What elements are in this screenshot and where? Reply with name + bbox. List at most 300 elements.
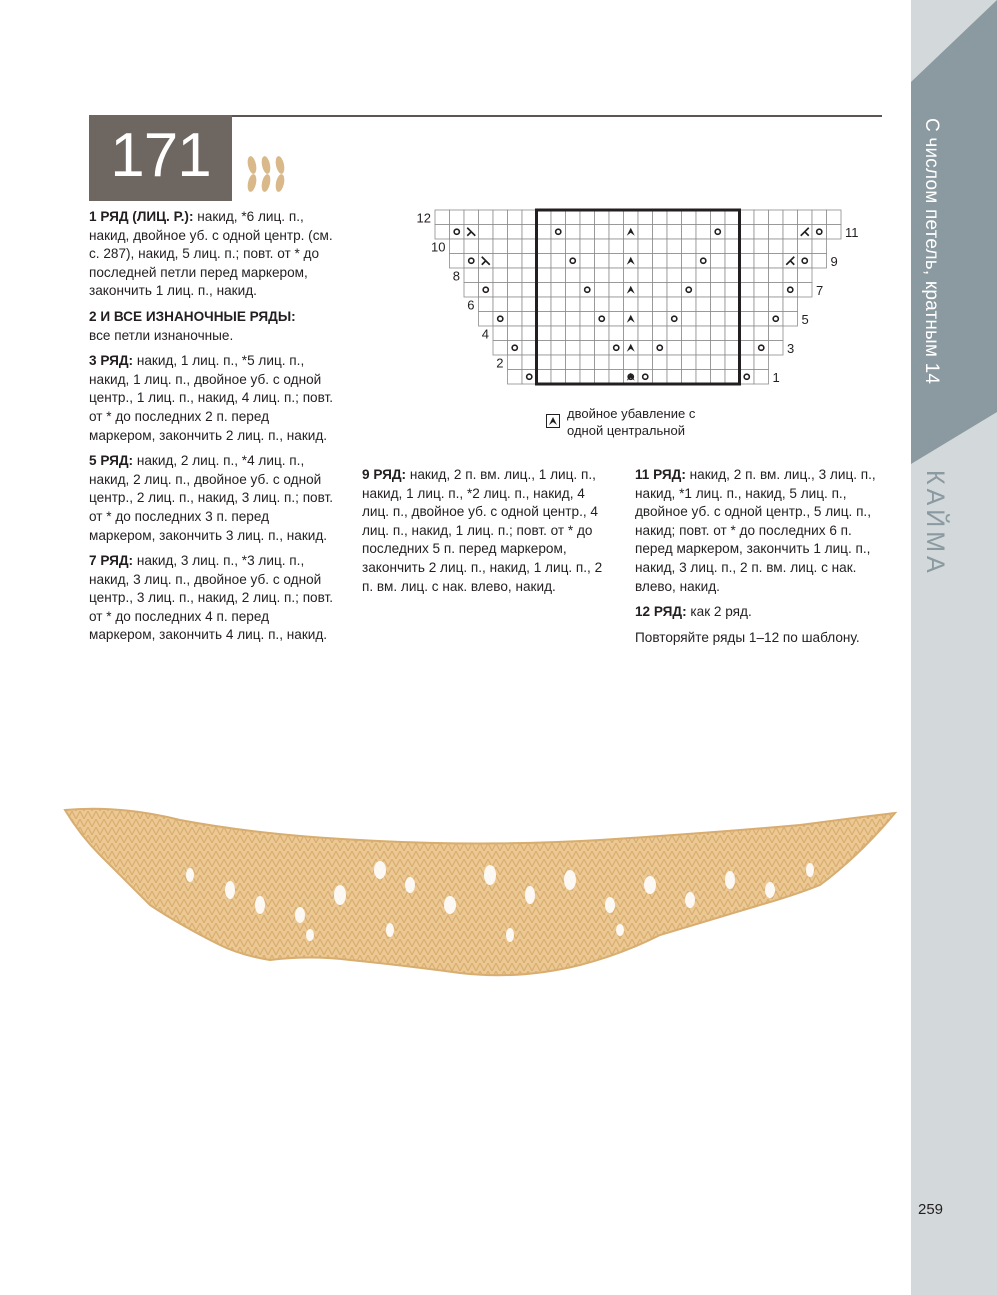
- chart-cell: [580, 297, 595, 312]
- chart-cell: [754, 312, 769, 327]
- chart-cell: [624, 355, 639, 370]
- chart-cell: [696, 283, 711, 298]
- row-number-label: 12: [416, 210, 431, 226]
- chart-cell: [769, 239, 784, 254]
- chart-cell: [508, 370, 523, 385]
- row-number-label: 10: [431, 239, 446, 255]
- row-number-label: 7: [816, 283, 824, 298]
- chart-cell: [769, 283, 784, 298]
- chart-cell: [479, 225, 494, 240]
- chart-cell: [653, 326, 668, 341]
- chart-cell: [566, 239, 581, 254]
- chart-cell: [493, 297, 508, 312]
- chart-cell: [827, 225, 842, 240]
- chart-cell: [740, 326, 755, 341]
- chart-cell: [711, 210, 726, 225]
- chart-cell: [696, 312, 711, 327]
- chart-cell: [740, 297, 755, 312]
- chart-cell: [580, 370, 595, 385]
- chart-cell: [754, 225, 769, 240]
- yarn-over-symbol: [686, 287, 691, 292]
- chart-cell: [769, 326, 784, 341]
- chart-cell: [725, 312, 740, 327]
- chart-cell: [537, 225, 552, 240]
- chart-cell: [551, 239, 566, 254]
- chart-cell: [653, 370, 668, 385]
- chart-cell: [580, 225, 595, 240]
- chart-cell: [551, 341, 566, 356]
- row-number-label: 5: [801, 312, 809, 327]
- chart-cell: [566, 370, 581, 385]
- chart-cell: [725, 210, 740, 225]
- yarn-over-symbol: [469, 258, 474, 263]
- yarn-over-symbol: [599, 316, 604, 321]
- chart-cell: [551, 355, 566, 370]
- chart-cell: [638, 268, 653, 283]
- chart-cell: [595, 254, 610, 269]
- chart-cell: [580, 254, 595, 269]
- chart-cell: [653, 268, 668, 283]
- chart-cell: [696, 326, 711, 341]
- row-number-label: 3: [787, 341, 795, 356]
- chart-cell: [696, 355, 711, 370]
- chart-cell: [711, 283, 726, 298]
- chart-cell: [479, 239, 494, 254]
- chart-cell: [522, 254, 537, 269]
- chart-cell: [667, 297, 682, 312]
- chart-cell: [508, 254, 523, 269]
- chart-cell: [479, 312, 494, 327]
- chart-cell: [769, 225, 784, 240]
- chart-cell: [609, 326, 624, 341]
- chart-cell: [595, 210, 610, 225]
- chart-cell: [653, 254, 668, 269]
- chart-cell: [740, 341, 755, 356]
- chart-cell: [435, 225, 450, 240]
- chart-cell: [479, 210, 494, 225]
- instructions-column-1: [89, 208, 339, 652]
- chart-cell: [508, 326, 523, 341]
- chart-cell: [537, 355, 552, 370]
- row-7-instruction: 7 РЯД: накид, 3 лиц. п., *3 лиц. п., накид, 3 лиц. п., двойное уб. с одной центр., 3 лиц. п., накид, 2 лиц. п.; повт. от * до последних 4 п. перед маркером, закончить 4 лиц. п., накид.: [89, 553, 334, 643]
- chart-cell: [551, 283, 566, 298]
- section-title: КАЙМА: [921, 470, 949, 577]
- chart-cell: [682, 355, 697, 370]
- chart-cell: [609, 355, 624, 370]
- chart-cell: [711, 239, 726, 254]
- chart-cell: [653, 355, 668, 370]
- chart-cell: [624, 210, 639, 225]
- chart-cell: [537, 312, 552, 327]
- chart-cell: [740, 283, 755, 298]
- row-number-label: 9: [830, 254, 838, 269]
- chart-cell: [580, 210, 595, 225]
- chart-cell: [580, 268, 595, 283]
- legend-label: двойное убавление с одной центральной: [567, 406, 696, 438]
- chart-cell: [653, 312, 668, 327]
- chart-cell: [508, 268, 523, 283]
- chart-cell: [812, 210, 827, 225]
- yarn-over-symbol: [454, 229, 459, 234]
- chart-cell: [667, 239, 682, 254]
- chart-cell: [754, 370, 769, 385]
- chart-cell: [522, 341, 537, 356]
- row-9-instruction: 9 РЯД: накид, 2 п. вм. лиц., 1 лиц. п., накид, 1 лиц. п., *2 лиц. п., накид, 4 лиц. п., двойное уб. с одной центр., 4 лиц. п., накид, 1 лиц. п.; повт. от * до последних 5 п. перед маркером, закончить 2 лиц. п., накид, 1 лиц. п., 2 п. вм. лиц. с нак. влево, накид.: [362, 467, 603, 594]
- chart-cell: [740, 225, 755, 240]
- chart-cell: [493, 254, 508, 269]
- chart-cell: [696, 225, 711, 240]
- chart-cell: [537, 326, 552, 341]
- yarn-over-symbol: [570, 258, 575, 263]
- chart-cell: [754, 355, 769, 370]
- row-5-instruction: 5 РЯД: накид, 2 лиц. п., *4 лиц. п., накид, 2 лиц. п., двойное уб. с одной центр., 2 лиц. п., накид, 3 лиц. п.; повт. от * до последних 3 п. перед маркером, закончить 3 лиц. п., накид.: [89, 453, 334, 543]
- chart-cell: [537, 268, 552, 283]
- chart-cell: [493, 283, 508, 298]
- chart-cell: [798, 239, 813, 254]
- yarn-over-symbol: [483, 287, 488, 292]
- chart-cell: [551, 254, 566, 269]
- yarn-over-symbol: [657, 345, 662, 350]
- chart-cell: [508, 225, 523, 240]
- chart-cell: [798, 268, 813, 283]
- chart-cell: [711, 297, 726, 312]
- chart-cell: [522, 210, 537, 225]
- chart-cell: [493, 326, 508, 341]
- yarn-over-symbol: [527, 374, 532, 379]
- chart-cell: [508, 312, 523, 327]
- chart-cell: [754, 254, 769, 269]
- chart-cell: [609, 254, 624, 269]
- chart-cell: [783, 225, 798, 240]
- chart-cell: [638, 239, 653, 254]
- yarn-over-symbol: [672, 316, 677, 321]
- yarn-over-symbol: [512, 345, 517, 350]
- chart-cell: [464, 268, 479, 283]
- chart-cell: [551, 268, 566, 283]
- yarn-over-symbol: [759, 345, 764, 350]
- chart-cell: [653, 239, 668, 254]
- chart-cell: [682, 297, 697, 312]
- row-12-instruction: 12 РЯД: как 2 ряд.: [635, 604, 752, 620]
- chart-cell: [638, 341, 653, 356]
- chart-cell: [667, 326, 682, 341]
- chart-cell: [798, 210, 813, 225]
- chart-cell: [450, 239, 465, 254]
- chart-cell: [522, 239, 537, 254]
- chart-cell: [609, 370, 624, 385]
- chart-cell: [508, 239, 523, 254]
- chart-cell: [667, 225, 682, 240]
- yarn-difficulty-icon: [244, 155, 296, 195]
- chart-cell: [696, 297, 711, 312]
- chart-cell: [609, 239, 624, 254]
- chart-cell: [464, 283, 479, 298]
- chart-cell: [609, 312, 624, 327]
- chart-cell: [522, 355, 537, 370]
- chart-cell: [522, 283, 537, 298]
- row-2-instruction: 2 И ВСЕ ИЗНАНОЧНЫЕ РЯДЫ: все петли изнаночные.: [89, 308, 296, 343]
- chart-cell: [566, 225, 581, 240]
- chart-cell: [696, 370, 711, 385]
- chart-cell: [667, 268, 682, 283]
- chart-cell: [493, 268, 508, 283]
- chart-cell: [711, 341, 726, 356]
- yarn-over-symbol: [802, 258, 807, 263]
- chart-cell: [522, 312, 537, 327]
- chart-cell: [754, 283, 769, 298]
- chart-cell: [624, 297, 639, 312]
- yarn-over-symbol: [585, 287, 590, 292]
- chart-cell: [595, 326, 610, 341]
- knitted-border-swatch-photo: [60, 795, 900, 990]
- chart-cell: [508, 210, 523, 225]
- chart-cell: [812, 254, 827, 269]
- row-number-label: 6: [467, 297, 475, 313]
- chart-cell: [537, 283, 552, 298]
- chart-cell: [769, 297, 784, 312]
- chart-cell: [754, 239, 769, 254]
- chart-cell: [508, 355, 523, 370]
- side-tab-bottom-triangle: [911, 412, 997, 464]
- chart-cell: [522, 268, 537, 283]
- chart-cell: [754, 210, 769, 225]
- chart-cell: [711, 326, 726, 341]
- yarn-over-symbol: [715, 229, 720, 234]
- chart-cell: [783, 239, 798, 254]
- chart-cell: [464, 239, 479, 254]
- chart-cell: [711, 370, 726, 385]
- chart-cell: [624, 239, 639, 254]
- chart-cell: [725, 254, 740, 269]
- chart-cell: [450, 254, 465, 269]
- chart-cell: [783, 210, 798, 225]
- chart-cell: [696, 210, 711, 225]
- row-11-instruction: 11 РЯД: накид, 2 п. вм. лиц., 3 лиц. п., накид, *1 лиц. п., накид, 5 лиц. п., двойное уб. с одной центр., 5 лиц. п., накид; повт. от * до последних 6 п. перед маркером, закончить 1 лиц. п., накид, 3 лиц. п., 2 п. вм. лиц. с нак. влево, накид.: [635, 467, 876, 594]
- chart-cell: [551, 297, 566, 312]
- chart-cell: [566, 326, 581, 341]
- chart-cell: [769, 210, 784, 225]
- chart-cell: [493, 210, 508, 225]
- chart-cell: [682, 326, 697, 341]
- chart-cell: [609, 297, 624, 312]
- chart-cell: [711, 268, 726, 283]
- chart-cell: [638, 225, 653, 240]
- chart-cell: [493, 239, 508, 254]
- chart-cell: [653, 297, 668, 312]
- chart-cell: [580, 355, 595, 370]
- chart-cell: [740, 254, 755, 269]
- chart-cell: [682, 268, 697, 283]
- chart-cell: [725, 225, 740, 240]
- chart-cell: [551, 312, 566, 327]
- chart-cell: [769, 341, 784, 356]
- instructions-column-2: [362, 466, 607, 603]
- chart-cell: [783, 312, 798, 327]
- row-number-label: 4: [481, 326, 489, 342]
- chart-cell: [595, 370, 610, 385]
- chart-cell: [754, 268, 769, 283]
- yarn-over-symbol: [701, 258, 706, 263]
- yarn-over-symbol: [614, 345, 619, 350]
- row-number-label: 2: [496, 355, 504, 371]
- chart-cell: [638, 254, 653, 269]
- page-number: 259: [918, 1201, 944, 1218]
- yarn-over-symbol: [498, 316, 503, 321]
- repeat-instruction: Повторяйте ряды 1–12 по шаблону.: [635, 629, 860, 645]
- chart-cell: [609, 268, 624, 283]
- chart-cell: [667, 341, 682, 356]
- yarn-over-symbol: [817, 229, 822, 234]
- chart-cell: [711, 312, 726, 327]
- row-1-instruction: 1 РЯД (ЛИЦ. Р.): накид, *6 лиц. п., накид, двойное уб. с одной центр. (см. с. 287), накид, 5 лиц. п.; повт. от * до последней петли перед маркером, закончить 1 лиц. п., накид.: [89, 209, 333, 299]
- chart-cell: [754, 297, 769, 312]
- chart-cell: [798, 283, 813, 298]
- chart-cell: [740, 210, 755, 225]
- chart-cell: [725, 239, 740, 254]
- chart-cell: [682, 254, 697, 269]
- chart-cell: [595, 341, 610, 356]
- chart-cell: [537, 254, 552, 269]
- chart-cell: [638, 355, 653, 370]
- chart-cell: [754, 326, 769, 341]
- row-number-label: 11: [845, 225, 859, 240]
- side-tab-top-triangle: [911, 0, 997, 82]
- chart-cell: [595, 268, 610, 283]
- chart-cell: [769, 268, 784, 283]
- chart-cell: [566, 297, 581, 312]
- chart-cell: [522, 225, 537, 240]
- chart-cell: [595, 355, 610, 370]
- chart-cell: [566, 283, 581, 298]
- chart-cell: [580, 341, 595, 356]
- chart-cell: [493, 341, 508, 356]
- chart-cell: [682, 341, 697, 356]
- chart-cell: [624, 326, 639, 341]
- chart-cell: [638, 326, 653, 341]
- chart-cell: [725, 370, 740, 385]
- chart-cell: [725, 355, 740, 370]
- chart-cell: [624, 268, 639, 283]
- chart-cell: [667, 370, 682, 385]
- row-number-label: 1: [772, 370, 780, 385]
- chart-cell: [725, 268, 740, 283]
- chart-cell: [711, 254, 726, 269]
- section-subtitle: С числом петель, кратным 14: [921, 118, 942, 385]
- yarn-over-symbol: [643, 374, 648, 379]
- chart-cell: [566, 268, 581, 283]
- chart-cell: [566, 355, 581, 370]
- chart-cell: [595, 225, 610, 240]
- knitting-chart: [405, 205, 859, 395]
- chart-cell: [551, 210, 566, 225]
- chart-cell: [725, 297, 740, 312]
- chart-cell: [551, 326, 566, 341]
- chart-cell: [725, 283, 740, 298]
- chart-cell: [638, 312, 653, 327]
- chart-cell: [595, 297, 610, 312]
- chart-cell: [537, 239, 552, 254]
- chart-cell: [769, 254, 784, 269]
- chart-cell: [653, 210, 668, 225]
- chart-cell: [537, 370, 552, 385]
- yarn-over-symbol: [744, 374, 749, 379]
- chart-cell: [638, 297, 653, 312]
- chart-cell: [725, 326, 740, 341]
- chart-cell: [696, 341, 711, 356]
- chart-cell: [653, 225, 668, 240]
- row-3-instruction: 3 РЯД: накид, 1 лиц. п., *5 лиц. п., накид, 1 лиц. п., двойное уб. с одной центр., 1 лиц. п., накид, 4 лиц. п.; повт. от * до последних 2 п. перед маркером, закончить 2 лиц. п., накид.: [89, 353, 334, 443]
- yarn-over-symbol: [773, 316, 778, 321]
- chart-cell: [508, 283, 523, 298]
- chart-cell: [653, 283, 668, 298]
- chart-cell: [696, 239, 711, 254]
- chart-cell: [667, 283, 682, 298]
- chart-cell: [464, 210, 479, 225]
- chart-cell: [580, 312, 595, 327]
- chart-cell: [566, 341, 581, 356]
- chart-cell: [812, 239, 827, 254]
- chart-cell: [783, 268, 798, 283]
- chart-cell: [450, 210, 465, 225]
- chart-cell: [435, 210, 450, 225]
- double-decrease-icon: [546, 414, 560, 428]
- chart-cell: [566, 210, 581, 225]
- chart-cell: [740, 312, 755, 327]
- chart-cell: [595, 283, 610, 298]
- chart-cell: [740, 239, 755, 254]
- chart-cell: [609, 210, 624, 225]
- chart-cell: [609, 225, 624, 240]
- chart-cell: [711, 355, 726, 370]
- chart-cell: [566, 312, 581, 327]
- chart-cell: [725, 341, 740, 356]
- chart-cell: [479, 268, 494, 283]
- chart-cell: [537, 341, 552, 356]
- chart-cell: [682, 225, 697, 240]
- chart-cell: [551, 370, 566, 385]
- chart-cell: [667, 210, 682, 225]
- pattern-number: 171: [110, 121, 211, 190]
- chart-cell: [682, 312, 697, 327]
- instructions-column-3: [635, 466, 885, 654]
- chart-cell: [740, 268, 755, 283]
- chart-cell: [508, 297, 523, 312]
- chart-cell: [580, 326, 595, 341]
- chart-cell: [783, 297, 798, 312]
- chart-cell: [682, 210, 697, 225]
- yarn-over-symbol: [788, 287, 793, 292]
- chart-cell: [740, 355, 755, 370]
- chart-cell: [696, 268, 711, 283]
- chart-cell: [609, 283, 624, 298]
- chart-cell: [638, 283, 653, 298]
- chart-cell: [537, 297, 552, 312]
- chart-cell: [667, 254, 682, 269]
- chart-cell: [493, 225, 508, 240]
- chart-cell: [537, 210, 552, 225]
- chart-cell: [580, 239, 595, 254]
- row-number-label: 8: [452, 268, 460, 284]
- yarn-over-symbol: [556, 229, 561, 234]
- chart-cell: [522, 297, 537, 312]
- chart-cell: [667, 355, 682, 370]
- chart-cell: [522, 326, 537, 341]
- chart-cell: [827, 210, 842, 225]
- chart-cell: [638, 210, 653, 225]
- chart-cell: [682, 370, 697, 385]
- chart-cell: [479, 297, 494, 312]
- chart-cell: [682, 239, 697, 254]
